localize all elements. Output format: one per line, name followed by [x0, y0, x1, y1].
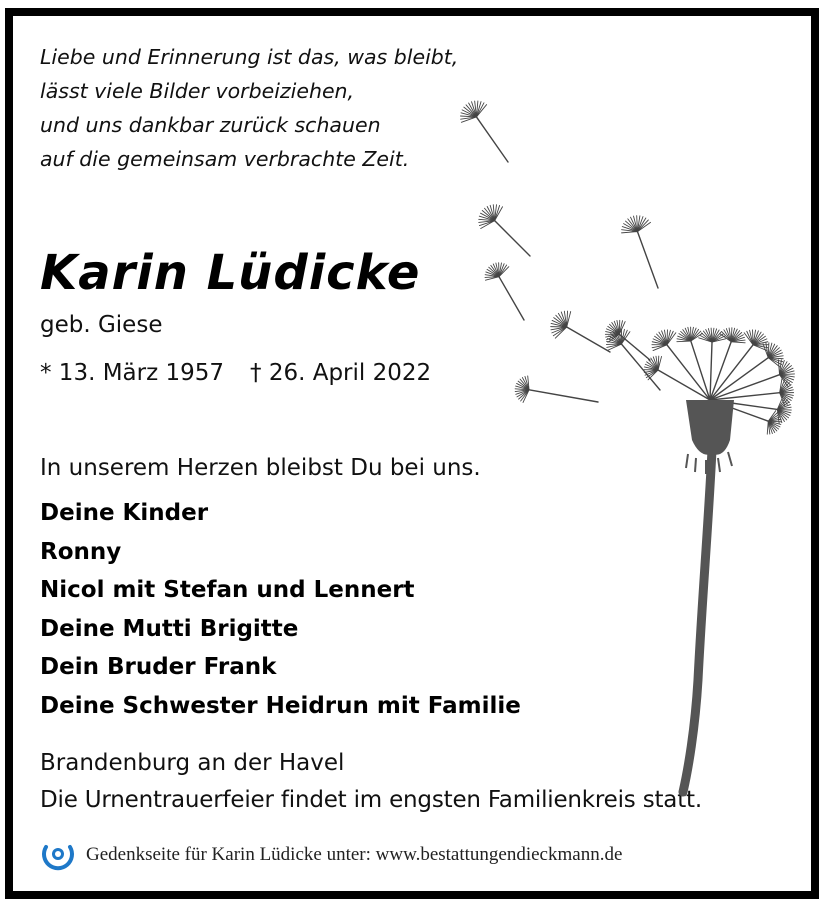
- poem-line: Liebe und Erinnerung ist das, was bleibt,: [40, 45, 459, 69]
- condolence-message: In unserem Herzen bleibst Du bei uns.: [40, 455, 481, 481]
- funeral-home-logo-icon: [40, 837, 76, 873]
- life-dates: [40, 360, 431, 386]
- location: Brandenburg an der Havel: [40, 750, 345, 776]
- dandelion-icon: [440, 80, 810, 800]
- mourner: Nicol mit Stefan und Lennert: [40, 577, 415, 604]
- birth-name: geb. Giese: [40, 312, 163, 338]
- poem: [40, 40, 458, 176]
- ceremony-note: Die Urnentrauerfeier findet im engsten Familienkreis statt.: [40, 787, 702, 813]
- death-date: † 26. April 2022: [250, 360, 432, 386]
- birth-date: * 13. März 1957: [40, 360, 225, 386]
- mourner: Dein Bruder Frank: [40, 654, 277, 681]
- mourner: Ronny: [40, 538, 122, 565]
- deceased-name: Karin Lüdicke: [40, 245, 421, 301]
- footer: [40, 838, 622, 872]
- mourner: Deine Kinder: [40, 500, 209, 526]
- poem-line: und uns dankbar zurück schauen: [40, 113, 381, 137]
- mourner: Deine Mutti Brigitte: [40, 615, 299, 642]
- mourner: Deine Schwester Heidrun mit Familie: [40, 692, 521, 719]
- memorial-page-link[interactable]: Gedenkseite für Karin Lüdicke unter: www.bestattungendieckmann.de: [86, 844, 623, 865]
- poem-line: lässt viele Bilder vorbeiziehen,: [40, 79, 355, 103]
- poem-line: auf die gemeinsam verbrachte Zeit.: [40, 147, 410, 171]
